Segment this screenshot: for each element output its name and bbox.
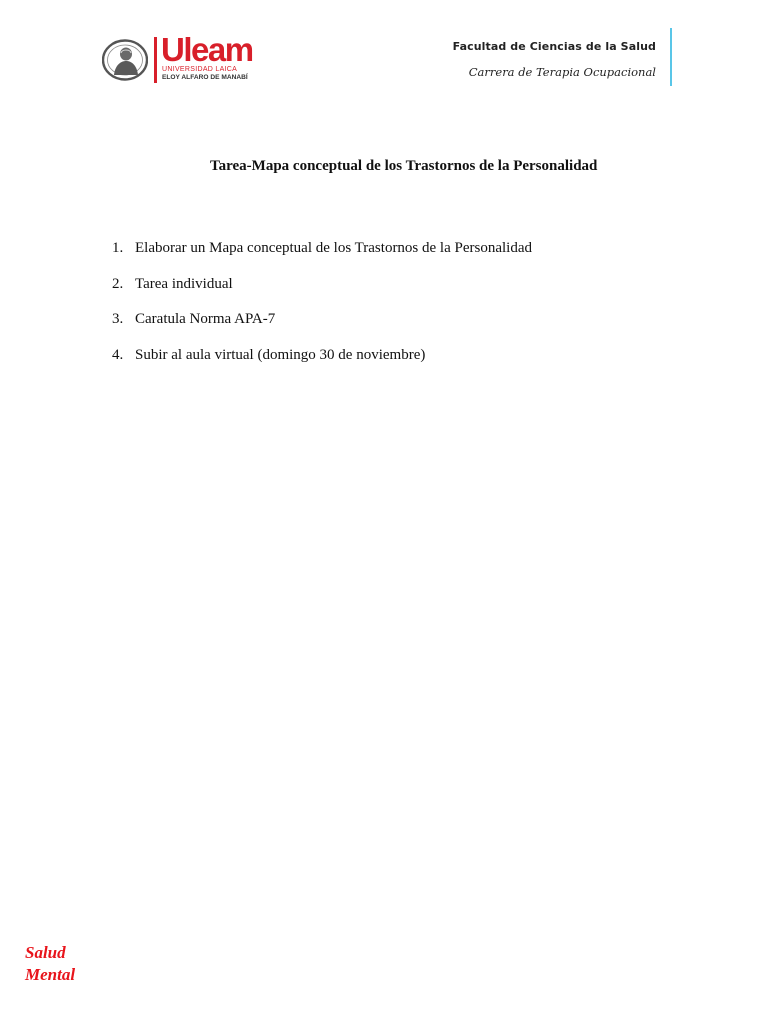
logo-wordmark: Uleam <box>161 31 253 68</box>
task-text: Tarea individual <box>135 275 233 292</box>
task-item-1 <box>112 240 532 276</box>
task-text: Caratula Norma APA-7 <box>135 311 276 328</box>
faculty-name: Facultad de Ciencias de la Salud <box>452 40 656 53</box>
university-logo <box>102 31 268 85</box>
task-text: Subir al aula virtual (domingo 30 de noviembre) <box>135 347 426 364</box>
task-item-3 <box>112 311 532 347</box>
task-text: Elaborar un Mapa conceptual de los Trastornos de la Personalidad <box>135 240 532 256</box>
task-number: 1. <box>112 240 124 256</box>
logo-subtitle-name: ELOY ALFARO DE MANABÍ <box>162 74 248 81</box>
header-faculty-block <box>453 40 656 79</box>
task-item-4 <box>112 347 532 383</box>
task-list <box>112 240 532 383</box>
career-name: Carrera de Terapia Ocupacional <box>468 65 656 79</box>
task-number: 3. <box>112 311 124 328</box>
task-number: 2. <box>112 275 124 292</box>
document-title: Tarea-Mapa conceptual de los Trastornos de la Personalidad <box>210 158 598 174</box>
header-accent-line <box>670 28 672 86</box>
task-number: 4. <box>112 347 124 364</box>
logo-divider <box>154 37 157 83</box>
footer-tag-line-1: Salud <box>25 943 66 962</box>
footer-tag-line-2: Mental <box>25 965 76 984</box>
logo-subtitle-university: UNIVERSIDAD LAICA <box>162 66 238 73</box>
footer-tag <box>25 942 75 986</box>
task-item-2 <box>112 276 532 312</box>
university-seal-icon <box>102 39 148 81</box>
